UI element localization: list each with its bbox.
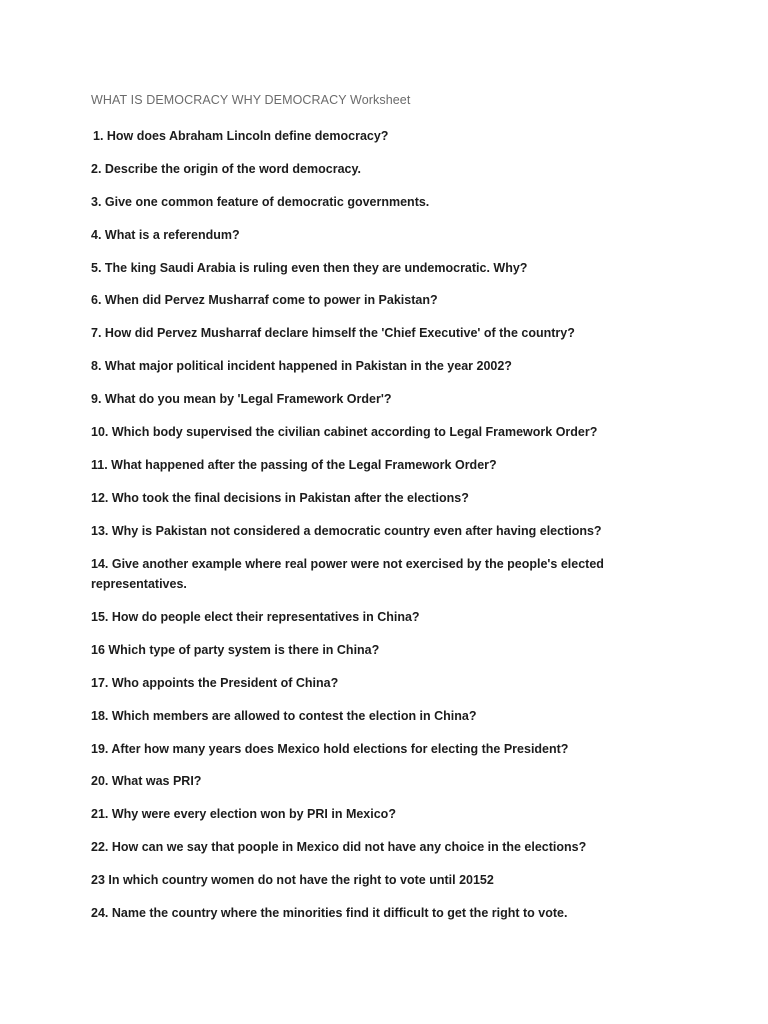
question-item: 21. Why were every election won by PRI in Mexico? bbox=[91, 807, 396, 822]
question-item: 15. How do people elect their representatives in China? bbox=[91, 609, 420, 624]
question-item: 18. Which members are allowed to contest the election in China? bbox=[91, 708, 477, 723]
question-item: 20. What was PRI? bbox=[91, 774, 202, 789]
question-item: 2. Describe the origin of the word democracy. bbox=[91, 161, 361, 176]
question-item: 4. What is a referendum? bbox=[91, 227, 240, 242]
question-item: 8. What major political incident happened in Pakistan in the year 2002? bbox=[91, 359, 512, 374]
document-title: WHAT IS DEMOCRACY WHY DEMOCRACY Worksheet bbox=[91, 93, 411, 107]
question-item: 1. How does Abraham Lincoln define democracy? bbox=[93, 129, 389, 143]
question-item: 7. How did Pervez Musharraf declare himself the 'Chief Executive' of the country? bbox=[91, 326, 575, 341]
question-item: 5. The king Saudi Arabia is ruling even then they are undemocratic. Why? bbox=[91, 260, 528, 275]
question-item: 14. Give another example where real power were not exercised by the people's elected representatives. bbox=[91, 556, 604, 592]
question-item: 22. How can we say that poople in Mexico did not have any choice in the elections? bbox=[91, 840, 587, 855]
question-item: 6. When did Pervez Musharraf come to power in Pakistan? bbox=[91, 293, 438, 308]
question-list bbox=[91, 126, 611, 936]
question-item: 23 In which country women do not have the right to vote until 20152 bbox=[91, 873, 494, 888]
question-item: 3. Give one common feature of democratic governments. bbox=[91, 194, 430, 209]
question-item: 24. Name the country where the minorities find it difficult to get the right to vote. bbox=[91, 905, 568, 920]
question-item: 17. Who appoints the President of China? bbox=[91, 675, 339, 690]
question-item: 9. What do you mean by 'Legal Framework Order'? bbox=[91, 392, 392, 407]
question-item: 12. Who took the final decisions in Pakistan after the elections? bbox=[91, 490, 469, 505]
question-item: 16 Which type of party system is there in China? bbox=[91, 642, 380, 657]
question-item: 19. After how many years does Mexico hold elections for electing the President? bbox=[91, 741, 569, 756]
question-item: 11. What happened after the passing of the Legal Framework Order? bbox=[91, 457, 497, 472]
question-item: 10. Which body supervised the civilian cabinet according to Legal Framework Order? bbox=[91, 425, 598, 440]
question-item: 13. Why is Pakistan not considered a democratic country even after having elections? bbox=[91, 523, 602, 538]
